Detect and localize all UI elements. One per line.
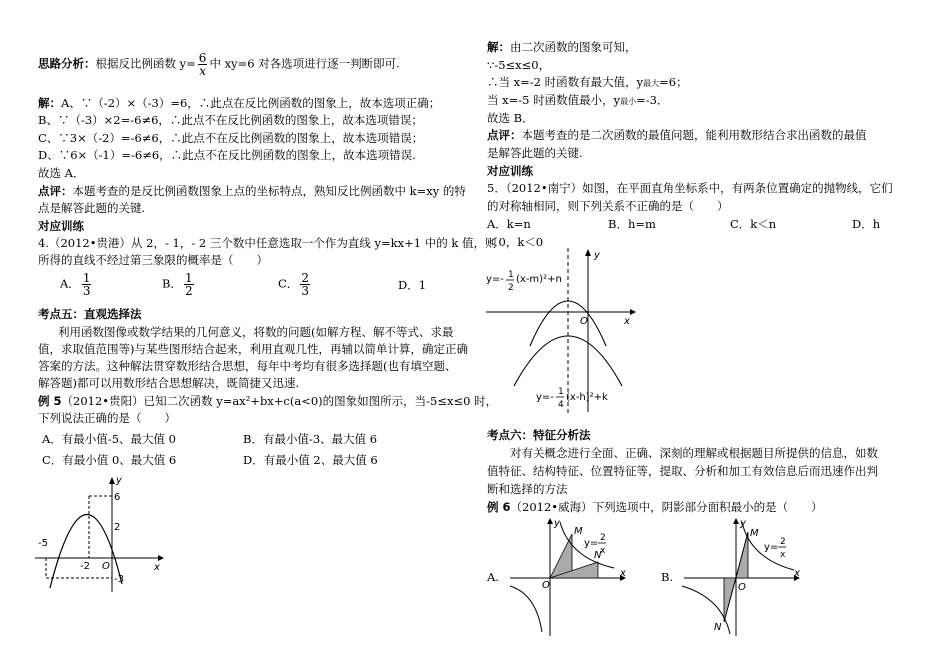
eq2-post: (x-h)²+k <box>566 392 608 403</box>
q4-option-c: C． $\frac{2}{3}$ <box>278 271 309 298</box>
y-label: y <box>116 475 122 486</box>
analysis-fraction: $\frac{6}{x}$ <box>198 51 207 78</box>
solution-line-d: D、∵6×（-1）=-6≠6，∴此点不在反比例函数的图象上，故本选项错误. <box>38 148 416 162</box>
kp5-line-4: 解答题)都可以用数形结合思想解决，既简捷又迅速. <box>38 376 300 390</box>
hyperbola-q3 <box>682 586 730 634</box>
tick-2: 2 <box>114 522 121 533</box>
eq2-num: 1 <box>558 387 564 397</box>
q4-line-2: 所得的直线不经过第三象限的概率是（ ） <box>38 253 268 267</box>
solution-end: 故选 A． <box>38 166 85 180</box>
ex5-option-b: B．有最小值-3、最大值 6 <box>243 432 378 446</box>
ex6-line: 例 6（2012•威海）下列选项中，阴影部分面积最小的是（ ） <box>487 500 823 514</box>
ex6-option-a-label: A. <box>487 570 499 584</box>
r-sol-line-1: 解：由二次函数的图象可知， <box>487 40 637 54</box>
r-sol-line-3: ∴当 x=-2 时函数有最大值，y最大=6； <box>487 75 688 89</box>
r-sol-end: 故选 B． <box>487 111 534 125</box>
q4-option-d: D．1 <box>398 278 427 292</box>
origin-label: O <box>102 561 110 572</box>
x-axis-arrow <box>630 309 636 315</box>
kp6-line-1: 对有关概念进行全面、正确、深刻的理解或根据题目所提供的信息，如数 <box>510 446 878 460</box>
kp5-line-3: 答案的方法。这种解法贯穿数形结合思想，每年中考均有很多选择题(也有填空题、 <box>38 359 457 373</box>
tick-minus-3: -3 <box>114 574 124 585</box>
svg-text:N: N <box>714 622 722 633</box>
comment-line-1: 点评：本题考查的是反比例函数图象上点的坐标特点，熟知反比例函数中 k=xy 的特 <box>38 184 466 198</box>
r-practice-title: 对应训练 <box>487 164 533 178</box>
svg-text:2: 2 <box>780 537 786 547</box>
svg-text:y: y <box>554 518 560 529</box>
svg-text:y=: y= <box>764 542 779 553</box>
y-axis-arrow <box>585 249 591 256</box>
eq2-den: 4 <box>558 400 564 410</box>
r-comment-2: 是解答此题的关键. <box>487 146 583 160</box>
hyperbola-q3 <box>510 586 542 632</box>
comment-line-2: 点是解答此题的关键. <box>38 201 146 215</box>
practice-title: 对应训练 <box>38 219 84 233</box>
q5-option-a: A．k=n <box>487 217 531 231</box>
origin-label: O <box>580 316 588 327</box>
svg-text:2: 2 <box>600 533 606 543</box>
y-axis-arrow <box>109 477 115 484</box>
kp5-line-2: 值，求取值范围等)与某些图形结合起来，利用直观几性，再辅以简单计算，确定正确 <box>38 342 468 356</box>
y-label: y <box>594 250 600 261</box>
q4-option-b: B． $\frac{1}{2}$ <box>162 271 193 298</box>
svg-text:x: x <box>780 550 786 560</box>
svg-text:M: M <box>750 528 759 539</box>
ex5-option-a: A．有最小值-5、最大值 0 <box>42 432 176 446</box>
analysis-label: 思路分析： <box>38 56 96 71</box>
eq2-prefix: y=- <box>536 392 554 403</box>
solution-line-a: 解：A、∵（-2）×（-3）=6，∴此点在反比例函数的图象上，故本选项正确； <box>38 96 441 110</box>
svg-text:y: y <box>740 518 746 529</box>
eq1-post: (x-m)²+n <box>516 274 562 285</box>
q5-option-d-cont: ＜0，k＜0 <box>487 235 544 249</box>
q5-line-1: 5．（2012•南宁）如图，在平面直角坐标系中，有两条位置确定的抛物线，它们 <box>487 181 893 195</box>
r-comment-1: 点评：本题考查的是二次函数的最值问题，能利用数形结合求出函数的最值 <box>487 128 867 142</box>
svg-text:y=: y= <box>584 538 599 549</box>
svg-text:O: O <box>738 582 746 593</box>
tick-6: 6 <box>114 492 121 503</box>
kp5-line-1: 利用函数图像或数学结果的几何意义，将数的问题(如解方程、解不等式、求最 <box>58 325 454 339</box>
eq1-prefix: y=- <box>486 274 504 285</box>
kp6-title: 考点六：特征分析法 <box>487 428 591 442</box>
ex6-graph-b <box>676 518 806 638</box>
analysis-line: 思路分析：根据反比例函数 y= $\frac{6}{x}$ 中 xy=6 对各选项进行逐一判断即可. <box>38 51 400 78</box>
q5-option-d: D．h <box>852 217 881 231</box>
solution-line-c: C、∵3×（-2）=-6≠6，∴此点不在反比例函数的图象上，故本选项错误； <box>38 131 424 145</box>
tick-minus-2: -2 <box>80 561 90 572</box>
tick-minus-5: -5 <box>38 538 48 549</box>
svg-text:x: x <box>600 546 606 556</box>
q5-line-2: 的对称轴相同，则下列关系不正确的是（ ） <box>487 199 729 213</box>
r-sol-line-2: ∵-5≤x≤0， <box>487 58 551 72</box>
solution-line-b: B、∵（-3）×2=-6≠6，∴此点不在反比例函数的图象上，故本选项错误； <box>38 113 423 127</box>
ex6-graph-a <box>502 518 632 638</box>
x-label: x <box>154 562 160 573</box>
parabola-curve <box>50 514 122 588</box>
eq1-num: 1 <box>508 270 514 280</box>
svg-text:O: O <box>542 580 550 591</box>
r-sol-line-4: 当 x=-5 时函数值最小，y最小=-3． <box>487 93 669 107</box>
kp5-title: 考点五：直观选择法 <box>38 307 142 321</box>
svg-text:M: M <box>574 526 583 537</box>
ex5-option-c: C．有最小值 0、最大值 6 <box>42 453 177 467</box>
kp6-line-3: 断和选择的方法 <box>487 482 568 496</box>
q5-option-b: B．h=m <box>608 217 656 231</box>
q4-option-a: A． $\frac{1}{3}$ <box>60 271 91 298</box>
ex5-line-2: 下列说法正确的是（ ） <box>38 411 176 425</box>
q5-option-c: C．k＜n <box>730 217 777 231</box>
ex5-option-d: D．有最小值 2、最大值 6 <box>243 453 378 467</box>
eq1-den: 2 <box>508 283 514 293</box>
svg-text:x: x <box>794 568 800 579</box>
ex5-parabola-graph <box>30 474 170 594</box>
x-axis-arrow <box>158 555 164 561</box>
ex5-line-1: 例 5（2012•贵阳）已知二次函数 y=ax²+bx+c(a<0)的图象如图所示，当-5≤x≤0 时， <box>38 394 498 408</box>
svg-text:N: N <box>594 550 602 561</box>
q4-line-1: 4.（2012•贵港）从 2，- 1，- 2 三个数中任意选取一个作为直线 y=kx+1 中的 k 值，则 <box>38 236 497 250</box>
kp6-line-2: 值特征、结构特征、位置特征等，提取、分析和加工有效信息后而迅速作出判 <box>487 464 878 478</box>
ex6-option-b-label: B. <box>661 570 674 584</box>
q5-parabolas-graph <box>484 246 644 416</box>
x-label: x <box>624 316 630 327</box>
svg-text:x: x <box>620 568 626 579</box>
